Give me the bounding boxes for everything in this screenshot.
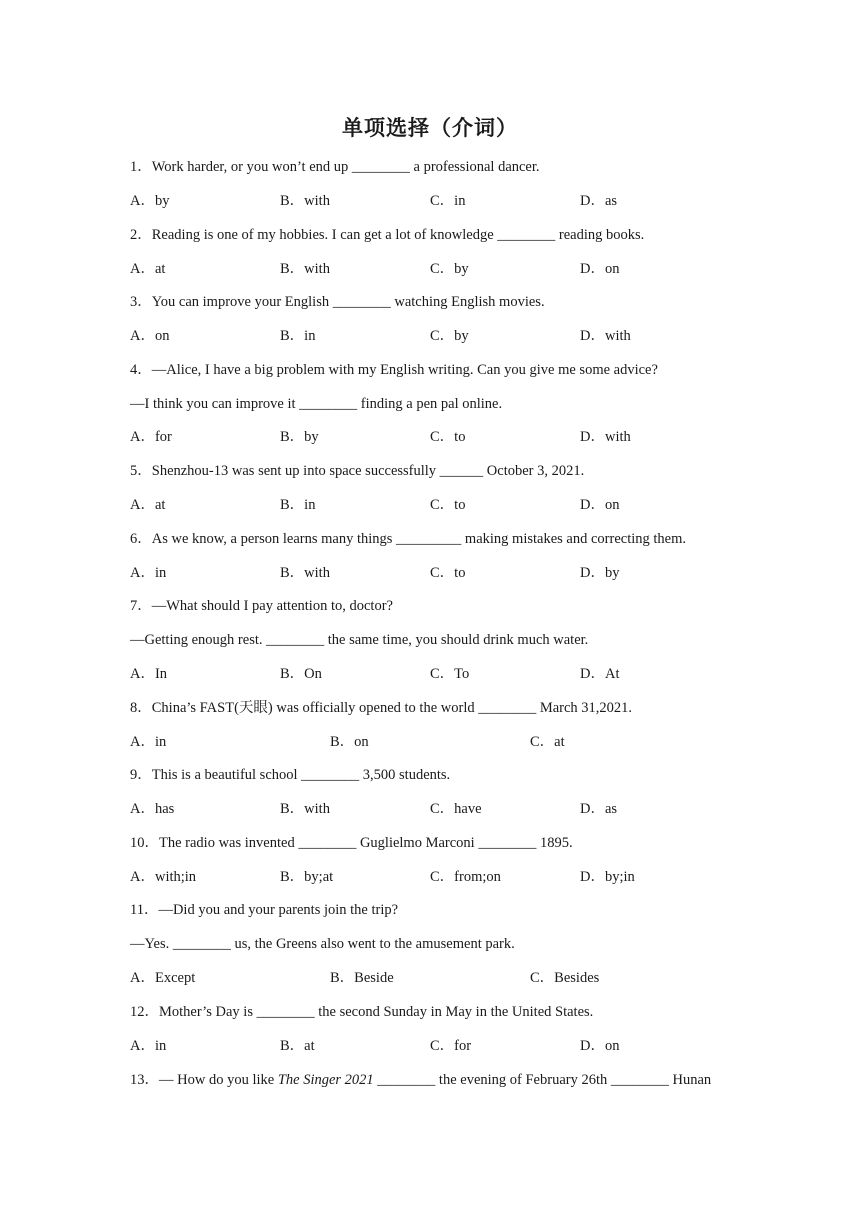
page-title: 单项选择（介词） [342, 116, 518, 140]
question-10-option-a: A．with;in [130, 869, 197, 885]
question-5-option-c: C．to [430, 497, 466, 513]
question-2-option-a: A．at [130, 261, 166, 277]
question-9-option-a: A．has [130, 801, 175, 817]
question-4-option-d: D．with [580, 429, 631, 445]
question-11-option-c: C．Besides [530, 970, 600, 986]
question-10-stem: 10．The radio was invented ________ Guglielmo Marconi ________ 1895. [130, 835, 573, 851]
question-13-stem-start: 13．— How do you like [130, 1072, 278, 1088]
question-1-option-c: C．in [430, 193, 466, 209]
question-4-stem: 4．—Alice, I have a big problem with my English writing. Can you give me some advice? [130, 362, 658, 378]
question-1-stem: 1．Work harder, or you won’t end up ________ a professional dancer. [130, 159, 540, 175]
question-6-stem: 6．As we know, a person learns many things _________ making mistakes and correcting them. [130, 531, 686, 547]
question-8-option-a: A．in [130, 734, 167, 750]
question-11-stem: 11．—Did you and your parents join the trip? [130, 902, 399, 918]
question-3-stem: 3．You can improve your English ________ watching English movies. [130, 294, 545, 310]
question-2-option-b: B．with [280, 261, 330, 277]
question-2-stem: 2．Reading is one of my hobbies. I can get a lot of knowledge ________ reading books. [130, 227, 645, 243]
question-5-stem: 5．Shenzhou-13 was sent up into space successfully ______ October 3, 2021. [130, 463, 585, 479]
question-11-option-a: A．Except [130, 970, 196, 986]
question-13-stem-end: ________ the evening of February 26th ________ Hunan [373, 1072, 712, 1088]
question-9-option-b: B．with [280, 801, 330, 817]
question-1-option-d: D．as [580, 193, 618, 209]
question-7-option-d: D．At [580, 666, 620, 682]
question-4-stem-line2: —I think you can improve it ________ finding a pen pal online. [130, 396, 503, 412]
question-6-option-c: C．to [430, 565, 466, 581]
question-12-option-d: D．on [580, 1038, 620, 1054]
question-5-option-b: B．in [280, 497, 316, 513]
question-9-option-d: D．as [580, 801, 618, 817]
question-7-option-c: C．To [430, 666, 470, 682]
question-8-option-b: B．on [330, 734, 369, 750]
question-8-stem: 8．China’s FAST(天眼) was officially opened to the world ________ March 31,2021. [130, 700, 633, 716]
question-9-option-c: C．have [430, 801, 482, 817]
question-12-option-b: B．at [280, 1038, 315, 1054]
question-12-stem: 12．Mother’s Day is ________ the second Sunday in May in the United States. [130, 1004, 594, 1020]
question-6-option-b: B．with [280, 565, 330, 581]
question-3-option-d: D．with [580, 328, 631, 344]
question-12-option-c: C．for [430, 1038, 472, 1054]
question-5-option-a: A．at [130, 497, 166, 513]
question-7-stem-line2: —Getting enough rest. ________ the same time, you should drink much water. [130, 632, 589, 648]
question-3-option-b: B．in [280, 328, 316, 344]
question-6-option-d: D．by [580, 565, 620, 581]
question-10-option-b: B．by;at [280, 869, 334, 885]
question-1-option-a: A．by [130, 193, 170, 209]
question-2-option-d: D．on [580, 261, 620, 277]
question-8-option-c: C．at [530, 734, 565, 750]
question-4-option-a: A．for [130, 429, 172, 445]
question-10-option-d: D．by;in [580, 869, 635, 885]
question-10-option-c: C．from;on [430, 869, 501, 885]
question-3-option-a: A．on [130, 328, 170, 344]
question-12-option-a: A．in [130, 1038, 167, 1054]
question-9-stem: 9．This is a beautiful school ________ 3,500 students. [130, 767, 451, 783]
question-13-stem [130, 1071, 711, 1089]
question-7-stem: 7．—What should I pay attention to, doctor? [130, 598, 393, 614]
question-5-option-d: D．on [580, 497, 620, 513]
question-4-option-b: B．by [280, 429, 319, 445]
question-4-option-c: C．to [430, 429, 466, 445]
question-11-stem-line2: —Yes. ________ us, the Greens also went to the amusement park. [130, 936, 515, 952]
question-7-option-a: A．In [130, 666, 168, 682]
question-2-option-c: C．by [430, 261, 469, 277]
question-13-show-title: The Singer 2021 [277, 1072, 374, 1088]
question-3-option-c: C．by [430, 328, 469, 344]
question-6-option-a: A．in [130, 565, 167, 581]
question-1-option-b: B．with [280, 193, 330, 209]
question-7-option-b: B．On [280, 666, 322, 682]
question-11-option-b: B．Beside [330, 970, 394, 986]
